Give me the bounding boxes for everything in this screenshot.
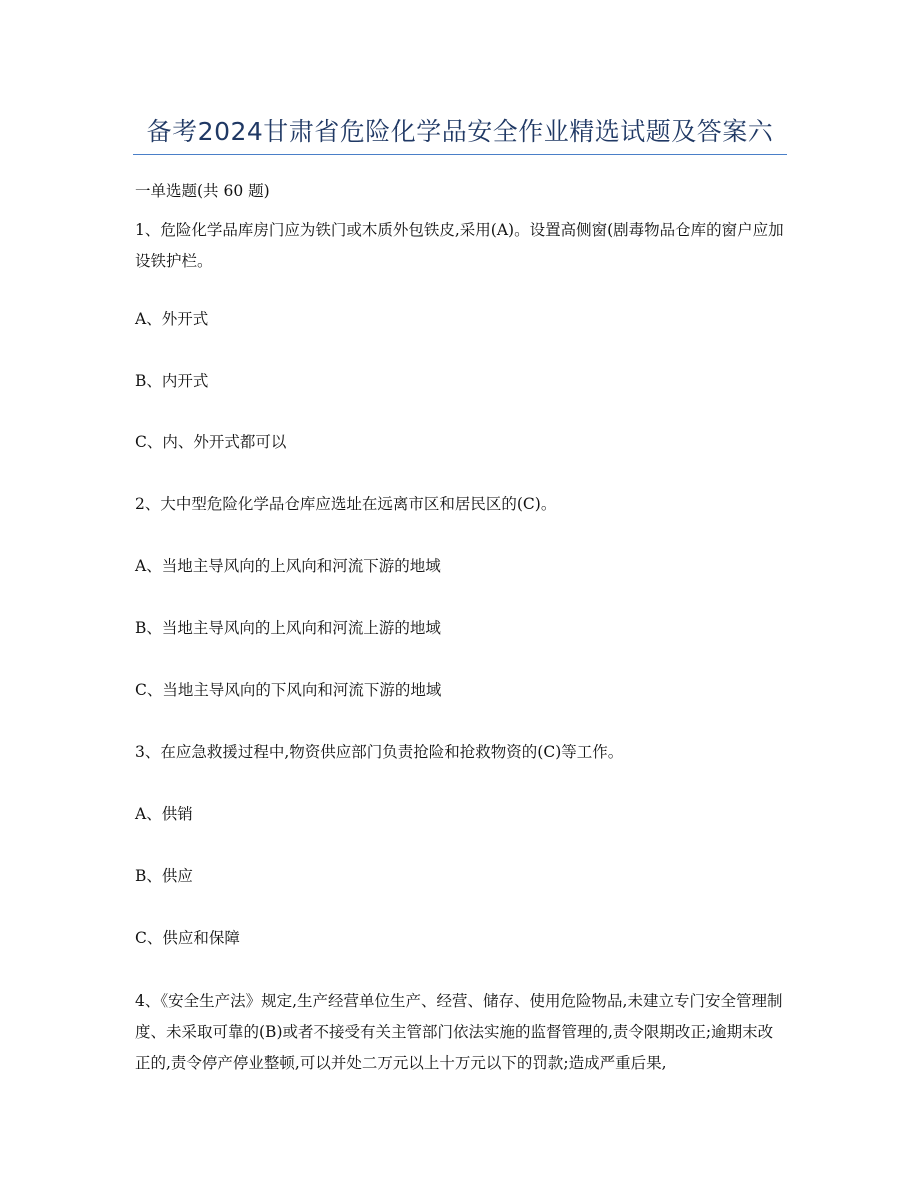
document-title: 备考2024甘肃省危险化学品安全作业精选试题及答案六	[146, 117, 774, 146]
question-2-option-a: A、当地主导风向的上风向和河流下游的地域	[135, 557, 441, 575]
question-3-option-b: B、供应	[135, 867, 193, 885]
section-heading: 一单选题(共 60 题)	[135, 182, 270, 200]
question-1-option-c: C、内、外开式都可以	[135, 433, 287, 451]
question-2-option-b: B、当地主导风向的上风向和河流上游的地域	[135, 619, 441, 637]
question-2-option-c: C、当地主导风向的下风向和河流下游的地域	[135, 681, 442, 699]
title-underline	[133, 154, 787, 155]
question-1-stem: 1、危险化学品库房门应为铁门或木质外包铁皮,采用(A)。设置高侧窗(剧毒物品仓库的窗户应加设铁护栏。	[135, 221, 784, 270]
question-3-stem: 3、在应急救援过程中,物资供应部门负责抢险和抢救物资的(C)等工作。	[135, 743, 624, 761]
question-3-option-c: C、供应和保障	[135, 929, 240, 947]
question-3-option-a: A、供销	[135, 805, 193, 823]
question-1-option-b: B、内开式	[135, 372, 209, 390]
question-4-stem: 4、《安全生产法》规定,生产经营单位生产、经营、储存、使用危险物品,未建立专门安全管理制度、未采取可靠的(B)或者不接受有关主管部门依法实施的监督管理的,责令限期改正;逾期末改正的,责令停产停业整顿,可以并处二万元以上十万元以下的罚款;造成严重后果,	[135, 992, 783, 1072]
question-1-option-a: A、外开式	[135, 310, 209, 328]
question-2-stem: 2、大中型危险化学品仓库应选址在远离市区和居民区的(C)。	[135, 495, 557, 513]
